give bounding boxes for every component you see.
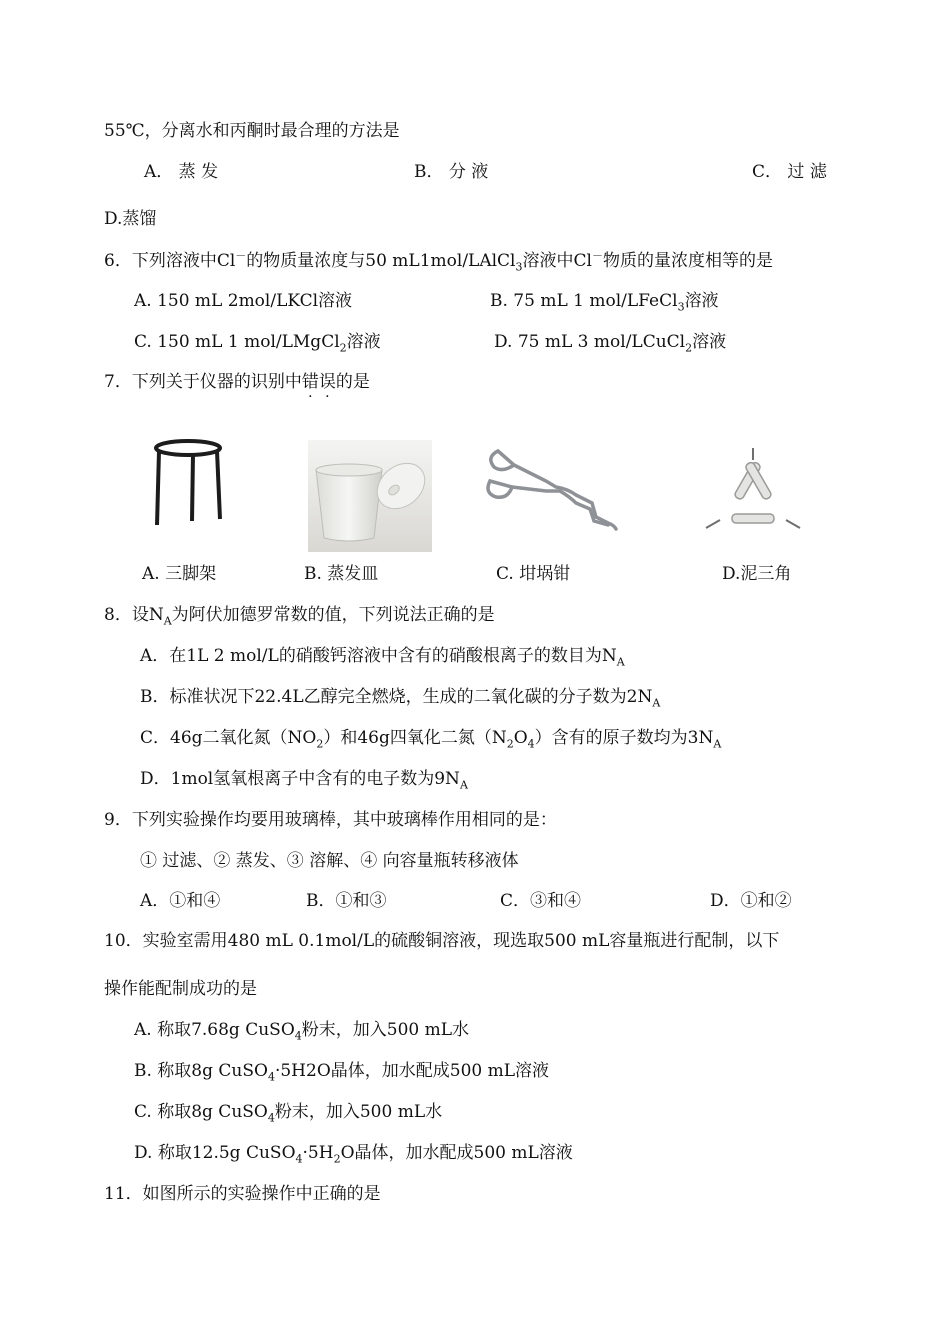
q6-option-c: C. 150 mL 1 mol/LMgCl$_2$溶液 — [134, 332, 381, 355]
q5-option-a: A． 蒸 发 — [144, 162, 219, 182]
evaporating-dish-image — [308, 440, 432, 552]
q9-option-d: D．①和② — [710, 891, 792, 911]
q5-option-c: C． 过 滤 — [752, 162, 827, 182]
q10-stem-line2: 操作能配制成功的是 — [104, 979, 257, 999]
q11-stem: 11．如图所示的实验操作中正确的是 — [104, 1184, 381, 1204]
q8-option-c: C．46g二氧化氮$(NO_2)$和46g四氧化二氮$(N_2O_4)$含有的原子数均为$3N_A$ — [140, 728, 722, 751]
q9-option-c: C．③和④ — [500, 891, 582, 911]
q8-option-b: B．标准状况下22.4L乙醇完全燃烧，生成的二氧化碳的分子数为$2N_A$ — [140, 687, 661, 710]
q6-option-d: D. 75 mL 3 mol/LCuCl$_2$溶液 — [494, 332, 727, 355]
q7-option-d: D.泥三角 — [722, 564, 792, 584]
q7-stem: 7．下列关于仪器的识别中错误的是 — [104, 372, 370, 392]
q9-stem: 9．下列实验操作均要用玻璃棒，其中玻璃棒作用相同的是： — [104, 810, 557, 830]
q6-option-b: B. 75 mL 1 mol/LFeCl$_3$溶液 — [490, 291, 719, 314]
clay-triangle-image — [698, 446, 808, 532]
q10-option-d: D. 称取12.5g $CuSO_4\cdot 5H_2O$晶体，加水配成500 mL溶液 — [134, 1143, 573, 1166]
q8-stem: 8．设$N_A$为阿伏加德罗常数的值，下列说法正确的是 — [104, 605, 495, 628]
q6-option-a: A. 150 mL 2mol/LKCl溶液 — [134, 291, 353, 311]
q5-option-d: D.蒸馏 — [104, 209, 157, 229]
q8-option-a: A．在1L 2 mol/L的硝酸钙溶液中含有的硝酸根离子的数目为$N_A$ — [140, 646, 625, 669]
q10-option-c: C. 称取8g CuSO$_4$粉末，加入500 mL水 — [134, 1102, 443, 1125]
q7-option-a: A. 三脚架 — [142, 564, 217, 584]
q10-stem-line1: 10．实验室需用480 mL 0.1mol/L的硫酸铜溶液，现选取500 mL容量瓶进行配制，以下 — [104, 931, 780, 951]
q9-items: ① 过滤、② 蒸发、③ 溶解、④ 向容量瓶转移液体 — [140, 851, 519, 871]
q7-option-b: B. 蒸发皿 — [304, 564, 379, 584]
q6-stem: 6．下列溶液中Cl－的物质量浓度与50 mL1mol/LAlCl$_3$溶液中Cl－物质的量浓度相等的是 — [104, 249, 773, 274]
crucible-tongs-image — [484, 445, 622, 533]
q8-option-d: D．1mol氢氧根离子中含有的电子数为$9N_A$ — [140, 769, 468, 792]
q9-option-b: B．①和③ — [306, 891, 387, 911]
q7-option-c: C. 坩埚钳 — [496, 564, 571, 584]
tripod-image — [148, 437, 228, 527]
q9-option-a: A．①和④ — [140, 891, 221, 911]
q10-option-b: B. 称取8g CuSO$_4$·5H2O晶体，加水配成500 mL溶液 — [134, 1061, 550, 1084]
q5-stem: 55℃，分离水和丙酮时最合理的方法是 — [104, 121, 400, 141]
q5-option-b: B． 分 液 — [414, 162, 489, 182]
q10-option-a: A. 称取7.68g CuSO$_4$粉末，加入500 mL水 — [134, 1020, 470, 1043]
